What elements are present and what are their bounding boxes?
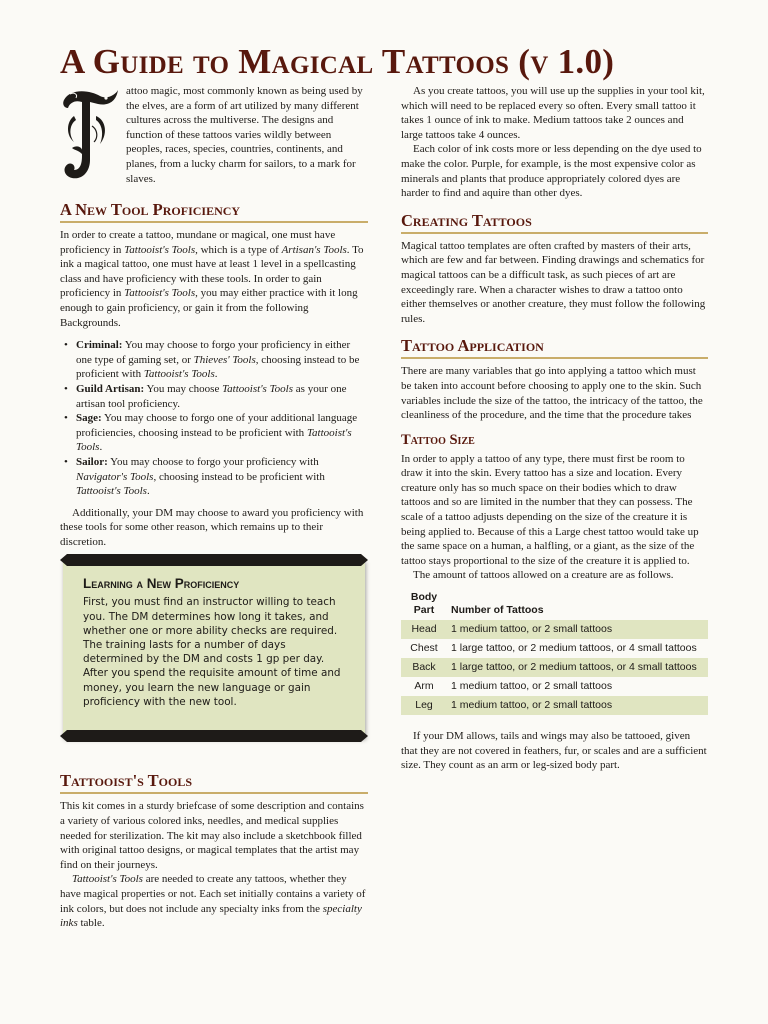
- section-heading-application: Tattoo Application: [401, 336, 708, 359]
- table-row: [401, 639, 708, 658]
- tattoo-count-cell: 1 medium tattoo, or 2 small tattoos: [447, 620, 708, 639]
- tattoo-count-cell: 1 large tattoo, or 2 medium tattoos, or 4 small tattoos: [447, 658, 708, 677]
- note-text: First, you must find an instructor willing to teach you. The DM determines how long it takes, and whether one or more ability checks are required. The training lasts for a number of days determined by the DM and costs 1 gp per day. After you spend the requisite amount of time and money, you learn the new language or gain proficiency with the new tool.: [83, 596, 341, 708]
- creating-paragraph: Magical tattoo templates are often crafted by masters of their arts, which are few and far between. Finding drawings and schematics for magical tattoos can be a difficult task, as such pieces of art are exceedingly rare. When a character wishes to draw a tattoo onto either themselves or another creature, they must follow the following rules.: [401, 239, 706, 325]
- wings-paragraph: If your DM allows, tails and wings may also be tattooed, given that they are not covered in feathers, fur, or scales and are a sufficient size. They count as an arm or leg-sized body part.: [401, 730, 707, 772]
- proficiency-paragraph: In order to create a tattoo, mundane or magical, one must have proficiency in Tattooist's Tools, which is a type of Artisan's Tools. To ink a magical tattoo, one must have at least 1 level in a spellcasting class and have proficiency with these tools. In order to gain proficiency in Tattooist's Tools, you may either practice with it long enough to gain proficiency, or gain it from the following Backgrounds.: [60, 229, 364, 329]
- page-title: A Guide to Magical Tattoos (v 1.0): [60, 42, 615, 81]
- body-part-cell: Chest: [410, 642, 438, 655]
- note-title: Learning a New Proficiency: [83, 576, 240, 592]
- table-row: [401, 620, 708, 639]
- size-paragraph-2: The amount of tattoos allowed on a creature are as follows.: [413, 569, 674, 582]
- column-header-body-part: Body Part: [410, 591, 438, 617]
- note-border-ornament-bottom: [60, 730, 368, 742]
- list-item: • Criminal: You may choose to forgo your proficiency in either one type of gaming set, or Thieves' Tools, choosing instead to be proficient with Tattooist's Tools.: [60, 338, 368, 382]
- list-item: • Guild Artisan: You may choose Tattooist's Tools as your one artisan tool proficiency.: [60, 382, 368, 411]
- tattoo-count-cell: 1 medium tattoo, or 2 small tattoos: [451, 680, 613, 693]
- body-part-cell: Head: [401, 620, 447, 639]
- intro-section: [60, 84, 368, 190]
- body-part-cell: Arm: [414, 680, 434, 693]
- right-column: [401, 84, 708, 773]
- supplies-paragraph: As you create tattoos, you will use up the supplies in your tool kit, which will need to be replaced every so often. Every small tattoo it takes 1 ounce of ink to make. Medium tattoos take 2 ounces and large tattoos take 4 ounces.: [401, 85, 705, 141]
- tattoo-limits-table: [401, 589, 708, 715]
- section-heading-tools: Tattooist's Tools: [60, 771, 368, 794]
- tools-paragraph-2: Tattooist's Tools are needed to create any tattoos, whether they have magical properties or not. Each set initially contains a variety of ink colors, but does not include any specialty inks from the specialty inks table.: [60, 873, 366, 930]
- body-part-cell: Leg: [401, 696, 447, 715]
- note-box: [60, 559, 368, 737]
- table-row: [401, 696, 708, 715]
- table-row: [401, 658, 708, 677]
- proficiency-paragraph-2: Additionally, your DM may choose to award you proficiency with these tools for some other reason, which remains up to their discretion.: [60, 506, 364, 548]
- application-paragraph: There are many variables that go into applying a tattoo which must be taken into account before choosing to apply one to the skin. Such variables include the size of the tattoo, the intricacy of the tattoo, the cleanliness of the procedure, and the time that the procedure takes: [401, 365, 703, 422]
- background-list: [60, 338, 368, 499]
- column-header-number: Number of Tattoos: [451, 604, 544, 617]
- note-border-ornament-top: [60, 554, 368, 566]
- section-heading-creating: Creating Tattoos: [401, 211, 708, 234]
- tools-paragraph: This kit comes in a sturdy briefcase of some description and contains a variety of various colored inks, needles, and medical supplies needed for sterilization. The kit may also include a sketchbook filled with original tattoo designs, or magical templates that the artist may find on their journeys.: [60, 800, 364, 871]
- left-column: [60, 84, 368, 931]
- section-heading-proficiency: A New Tool Proficiency: [60, 200, 368, 223]
- table-row: [401, 677, 708, 696]
- note-body: [63, 559, 365, 737]
- tattoo-count-cell: 1 large tattoo, or 2 medium tattoos, or 4 small tattoos: [451, 642, 697, 655]
- tattoo-count-cell: 1 medium tattoo, or 2 small tattoos: [447, 696, 708, 715]
- list-item: • Sailor: You may choose to forgo your proficiency with Navigator's Tools, choosing instead to be proficient with Tattooist's Tools.: [60, 455, 368, 499]
- table-header-row: [401, 589, 708, 620]
- ornate-dropcap-icon: [60, 86, 120, 184]
- size-paragraph: In order to apply a tattoo of any type, there must first be room to draw it into the skin. Every tattoo has a size and location. Every creature only has so much space on their bodies which to draw tattoos and so are limited in the number that they can possess. The scale of a tattoo adjusts depending on the size of the creature it is being applied to. Because of this a Large chest tattoo would take up the same space on a human, a halfling, or a giant, as the size of the tattoo stays proportional to the size of the creature it is applied to.: [401, 452, 699, 567]
- body-part-cell: Back: [401, 658, 447, 677]
- supplies-paragraph-2: Each color of ink costs more or less depending on the dye used to make the color. Purple, for example, is the most expensive color as minerals and plants that produce appropriately colored dyes are harder to find and aquire than other dyes.: [401, 143, 702, 200]
- intro-paragraph: attoo magic, most commonly known as being used by the elves, are a form of art utilized by many different cultures across the multiverse. The designs and function of these tattoos varies wildly between peoples, races, species, countries, continents, and planes, from a lucky charm for sailors, to a mark for slaves.: [126, 85, 363, 185]
- list-item: • Sage: You may choose to forgo one of your additional language proficiencies, choosing instead to be proficient with Tattooist's Tools.: [60, 411, 368, 455]
- subsection-heading-size: Tattoo Size: [401, 431, 475, 448]
